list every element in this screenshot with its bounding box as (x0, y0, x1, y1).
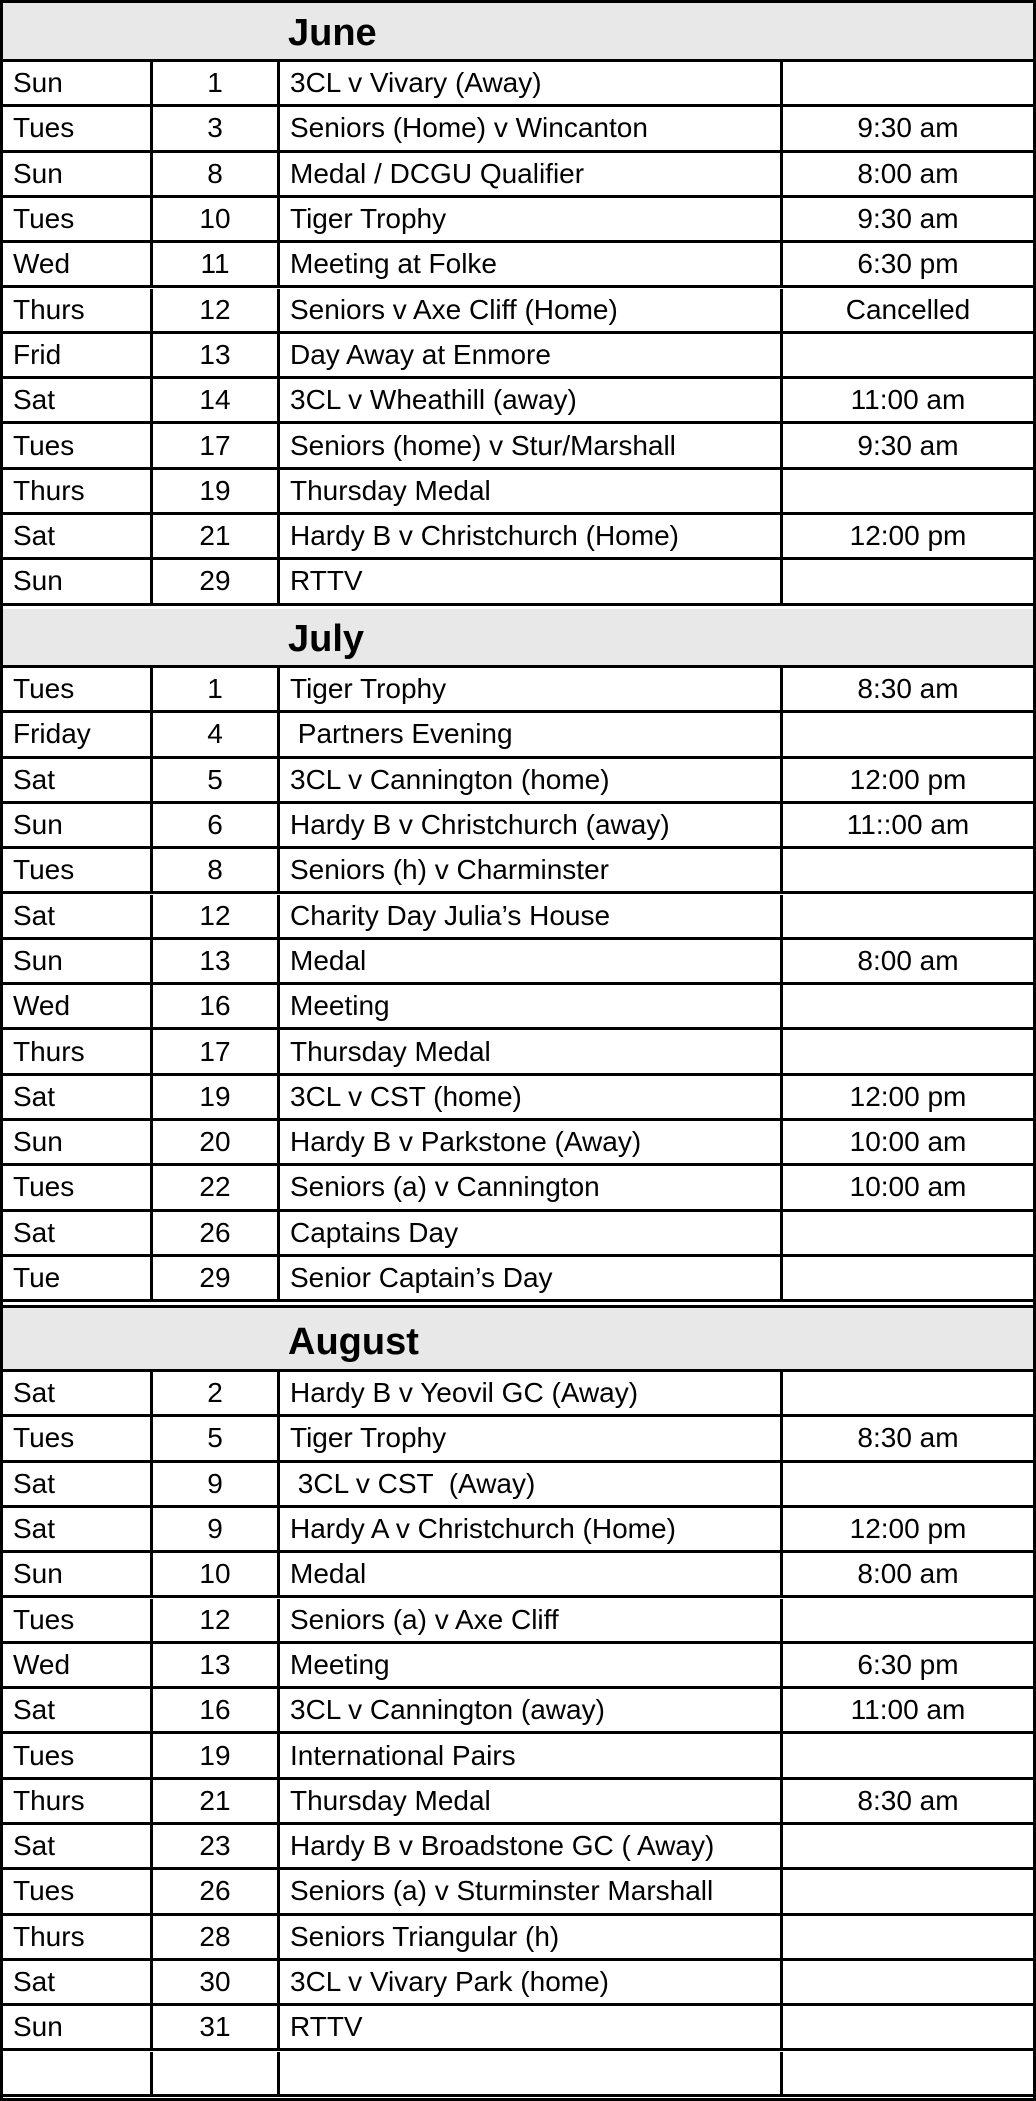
time-cell (783, 470, 1033, 512)
table-row (3, 1076, 1033, 1121)
table-row (3, 1417, 1033, 1462)
month-header-july (3, 609, 1033, 668)
time-cell (783, 1372, 1033, 1414)
table-row (3, 2006, 1033, 2051)
event-cell: Meeting (280, 1644, 783, 1686)
time-cell: 6:30 pm (857, 1648, 959, 1680)
event-cell: 3CL v Wheathill (away) (280, 379, 783, 421)
day-cell: Sun (3, 1121, 153, 1163)
event-cell: Seniors (home) v Stur/Marshall (280, 424, 783, 466)
date-cell: 1 (153, 668, 280, 710)
time-cell (783, 849, 1033, 891)
day-cell: Sun (3, 1553, 153, 1595)
time-cell (783, 1870, 1033, 1912)
event-cell: Thursday Medal (280, 1030, 783, 1072)
day-cell: Wed (3, 985, 153, 1027)
event-cell: Seniors (h) v Charminster (280, 849, 783, 891)
table-row (3, 1463, 1033, 1508)
day-cell: Thurs (3, 1780, 153, 1822)
day-cell: Sat (3, 1076, 153, 1118)
date-cell: 21 (153, 515, 280, 557)
table-row (3, 940, 1033, 985)
event-cell (280, 2052, 783, 2094)
table-row (3, 1553, 1033, 1598)
date-cell: 19 (153, 470, 280, 512)
event-cell: Medal / DCGU Qualifier (280, 153, 783, 195)
table-row (3, 759, 1033, 804)
event-cell: Captains Day (280, 1212, 783, 1254)
date-cell: 2 (153, 1372, 280, 1414)
time-cell (783, 1030, 1033, 1072)
day-cell: Sat (3, 1463, 153, 1505)
table-row (3, 895, 1033, 940)
date-cell: 26 (153, 1870, 280, 1912)
day-cell: Sun (3, 560, 153, 602)
table-row (3, 1780, 1033, 1825)
event-cell: International Pairs (280, 1734, 783, 1776)
day-cell: Tues (3, 424, 153, 466)
time-cell: Cancelled (845, 293, 971, 325)
event-cell: Day Away at Enmore (280, 334, 783, 376)
day-cell: Tues (3, 1870, 153, 1912)
date-cell: 3 (153, 107, 280, 149)
day-cell: Sat (3, 379, 153, 421)
day-cell: Wed (3, 243, 153, 285)
table-row (3, 243, 1033, 288)
day-cell: Sat (3, 1689, 153, 1731)
date-cell: 8 (153, 153, 280, 195)
date-cell: 5 (153, 1417, 280, 1459)
table-row (3, 289, 1033, 334)
date-cell: 23 (153, 1825, 280, 1867)
event-cell: Charity Day Julia’s House (280, 895, 783, 937)
month-title: June (288, 11, 377, 54)
event-cell: Meeting (280, 985, 783, 1027)
time-cell: 9:30 am (857, 203, 959, 235)
table-row (3, 515, 1033, 560)
time-cell: 12:00 pm (849, 1513, 967, 1545)
table-row (3, 107, 1033, 152)
day-cell: Tue (3, 1257, 153, 1299)
table-row (3, 1121, 1033, 1166)
month-title: August (288, 1320, 419, 1363)
day-cell: Thurs (3, 470, 153, 512)
day-cell: Thurs (3, 1916, 153, 1958)
table-row (3, 1689, 1033, 1734)
table-row (3, 379, 1033, 424)
event-cell: Hardy B v Parkstone (Away) (280, 1121, 783, 1163)
table-row (3, 1508, 1033, 1553)
event-cell: 3CL v CST (home) (280, 1076, 783, 1118)
time-cell: 10:00 am (849, 1171, 967, 1203)
event-cell: Medal (280, 1553, 783, 1595)
date-cell: 10 (153, 198, 280, 240)
table-row (3, 424, 1033, 469)
time-cell: 12:00 pm (849, 1080, 967, 1112)
date-cell: 28 (153, 1916, 280, 1958)
date-cell: 12 (153, 895, 280, 937)
event-cell: Seniors (Home) v Wincanton (280, 107, 783, 149)
day-cell: Wed (3, 1644, 153, 1686)
day-cell: Sat (3, 1372, 153, 1414)
month-title: July (288, 617, 365, 660)
time-cell (783, 985, 1033, 1027)
event-cell: RTTV (280, 2006, 783, 2048)
time-cell: 12:00 pm (849, 763, 967, 795)
date-cell: 16 (153, 1689, 280, 1731)
date-cell: 10 (153, 1553, 280, 1595)
time-cell: 8:00 am (857, 944, 959, 976)
event-cell: Meeting at Folke (280, 243, 783, 285)
event-cell: RTTV (280, 560, 783, 602)
event-cell: Seniors (a) v Axe Cliff (280, 1599, 783, 1641)
table-row (3, 1644, 1033, 1689)
date-cell: 22 (153, 1166, 280, 1208)
table-row (3, 1166, 1033, 1211)
day-cell (3, 2052, 153, 2094)
date-cell: 11 (153, 243, 280, 285)
date-cell: 12 (153, 1599, 280, 1641)
date-cell: 19 (153, 1734, 280, 1776)
event-cell: Hardy B v Broadstone GC ( Away) (280, 1825, 783, 1867)
date-cell: 29 (153, 560, 280, 602)
table-row (3, 1734, 1033, 1779)
day-cell: Friday (3, 713, 153, 755)
table-row (3, 470, 1033, 515)
date-cell: 6 (153, 804, 280, 846)
table-row (3, 1030, 1033, 1075)
event-cell: Seniors Triangular (h) (280, 1916, 783, 1958)
table-row (3, 334, 1033, 379)
day-cell: Sat (3, 1508, 153, 1550)
day-cell: Sat (3, 1212, 153, 1254)
table-row (3, 153, 1033, 198)
day-cell: Sun (3, 940, 153, 982)
time-cell: 10:00 am (849, 1126, 967, 1158)
table-row (3, 1825, 1033, 1870)
time-cell (783, 895, 1033, 937)
event-cell: 3CL v Cannington (home) (280, 759, 783, 801)
day-cell: Sun (3, 153, 153, 195)
time-cell: 8:00 am (857, 157, 959, 189)
table-row (3, 1870, 1033, 1915)
event-cell: Senior Captain’s Day (280, 1257, 783, 1299)
table-row (3, 713, 1033, 758)
date-cell: 26 (153, 1212, 280, 1254)
time-cell (783, 1734, 1033, 1776)
day-cell: Tues (3, 107, 153, 149)
table-row (3, 985, 1033, 1030)
table-row (3, 560, 1033, 605)
table-row (3, 849, 1033, 894)
table-row (3, 1372, 1033, 1417)
time-cell (783, 560, 1033, 602)
day-cell: Thurs (3, 1030, 153, 1072)
time-cell (783, 1825, 1033, 1867)
time-cell (783, 1257, 1033, 1299)
day-cell: Sun (3, 62, 153, 104)
time-cell (783, 2052, 1033, 2094)
time-cell (783, 1961, 1033, 2003)
event-cell: Tiger Trophy (280, 668, 783, 710)
event-cell: Hardy B v Yeovil GC (Away) (280, 1372, 783, 1414)
event-cell: Partners Evening (280, 713, 783, 755)
event-cell: Thursday Medal (280, 1780, 783, 1822)
time-cell: 8:00 am (857, 1558, 959, 1590)
day-cell: Sat (3, 895, 153, 937)
month-header-august (3, 1305, 1033, 1372)
table-row (3, 804, 1033, 849)
event-cell: Hardy A v Christchurch (Home) (280, 1508, 783, 1550)
time-cell (783, 1212, 1033, 1254)
day-cell: Sat (3, 1961, 153, 2003)
day-cell: Sat (3, 1825, 153, 1867)
day-cell: Thurs (3, 289, 153, 331)
date-cell: 17 (153, 424, 280, 466)
event-cell: Seniors v Axe Cliff (Home) (280, 289, 783, 331)
day-cell: Sun (3, 804, 153, 846)
time-cell: 11::00 am (846, 809, 970, 841)
time-cell: 8:30 am (857, 1784, 959, 1816)
time-cell (783, 62, 1033, 104)
date-cell (153, 2052, 280, 2094)
time-cell (783, 334, 1033, 376)
date-cell: 13 (153, 334, 280, 376)
date-cell: 20 (153, 1121, 280, 1163)
table-row (3, 1599, 1033, 1644)
day-cell: Tues (3, 1166, 153, 1208)
time-cell: 9:30 am (857, 112, 959, 144)
event-cell: Tiger Trophy (280, 1417, 783, 1459)
table-row (3, 2052, 1033, 2097)
day-cell: Sun (3, 2006, 153, 2048)
event-cell: 3CL v Cannington (away) (280, 1689, 783, 1731)
date-cell: 13 (153, 940, 280, 982)
day-cell: Frid (3, 334, 153, 376)
table-row (3, 62, 1033, 107)
date-cell: 13 (153, 1644, 280, 1686)
time-cell: 11:00 am (850, 384, 966, 416)
time-cell (783, 1916, 1033, 1958)
day-cell: Tues (3, 1734, 153, 1776)
date-cell: 9 (153, 1508, 280, 1550)
table-row (3, 668, 1033, 713)
time-cell (783, 1599, 1033, 1641)
date-cell: 21 (153, 1780, 280, 1822)
day-cell: Sat (3, 515, 153, 557)
time-cell: 9:30 am (857, 429, 959, 461)
event-cell: Tiger Trophy (280, 198, 783, 240)
time-cell: 11:00 am (850, 1694, 966, 1726)
day-cell: Sat (3, 759, 153, 801)
event-cell: Seniors (a) v Sturminster Marshall (280, 1870, 783, 1912)
table-row (3, 1257, 1033, 1302)
table-row (3, 1212, 1033, 1257)
day-cell: Tues (3, 1599, 153, 1641)
time-cell (783, 2006, 1033, 2048)
event-cell: Thursday Medal (280, 470, 783, 512)
table-row (3, 1916, 1033, 1961)
time-cell (783, 713, 1033, 755)
event-cell: Hardy B v Christchurch (away) (280, 804, 783, 846)
day-cell: Tues (3, 198, 153, 240)
date-cell: 14 (153, 379, 280, 421)
table-row (3, 198, 1033, 243)
date-cell: 5 (153, 759, 280, 801)
date-cell: 8 (153, 849, 280, 891)
date-cell: 9 (153, 1463, 280, 1505)
time-cell: 8:30 am (857, 1422, 959, 1454)
date-cell: 31 (153, 2006, 280, 2048)
date-cell: 1 (153, 62, 280, 104)
date-cell: 12 (153, 289, 280, 331)
event-cell: 3CL v Vivary Park (home) (280, 1961, 783, 2003)
time-cell: 12:00 pm (849, 520, 967, 552)
event-cell: Hardy B v Christchurch (Home) (280, 515, 783, 557)
day-cell: Tues (3, 849, 153, 891)
date-cell: 17 (153, 1030, 280, 1072)
date-cell: 16 (153, 985, 280, 1027)
event-cell: 3CL v CST (Away) (280, 1463, 783, 1505)
event-cell: Seniors (a) v Cannington (280, 1166, 783, 1208)
time-cell: 8:30 am (857, 673, 959, 705)
event-cell: 3CL v Vivary (Away) (280, 62, 783, 104)
date-cell: 19 (153, 1076, 280, 1118)
day-cell: Tues (3, 1417, 153, 1459)
event-cell: Medal (280, 940, 783, 982)
time-cell: 6:30 pm (857, 248, 959, 280)
date-cell: 29 (153, 1257, 280, 1299)
table-row (3, 1961, 1033, 2006)
day-cell: Tues (3, 668, 153, 710)
month-header-june (3, 3, 1033, 62)
time-cell (783, 1463, 1033, 1505)
date-cell: 30 (153, 1961, 280, 2003)
date-cell: 4 (153, 713, 280, 755)
